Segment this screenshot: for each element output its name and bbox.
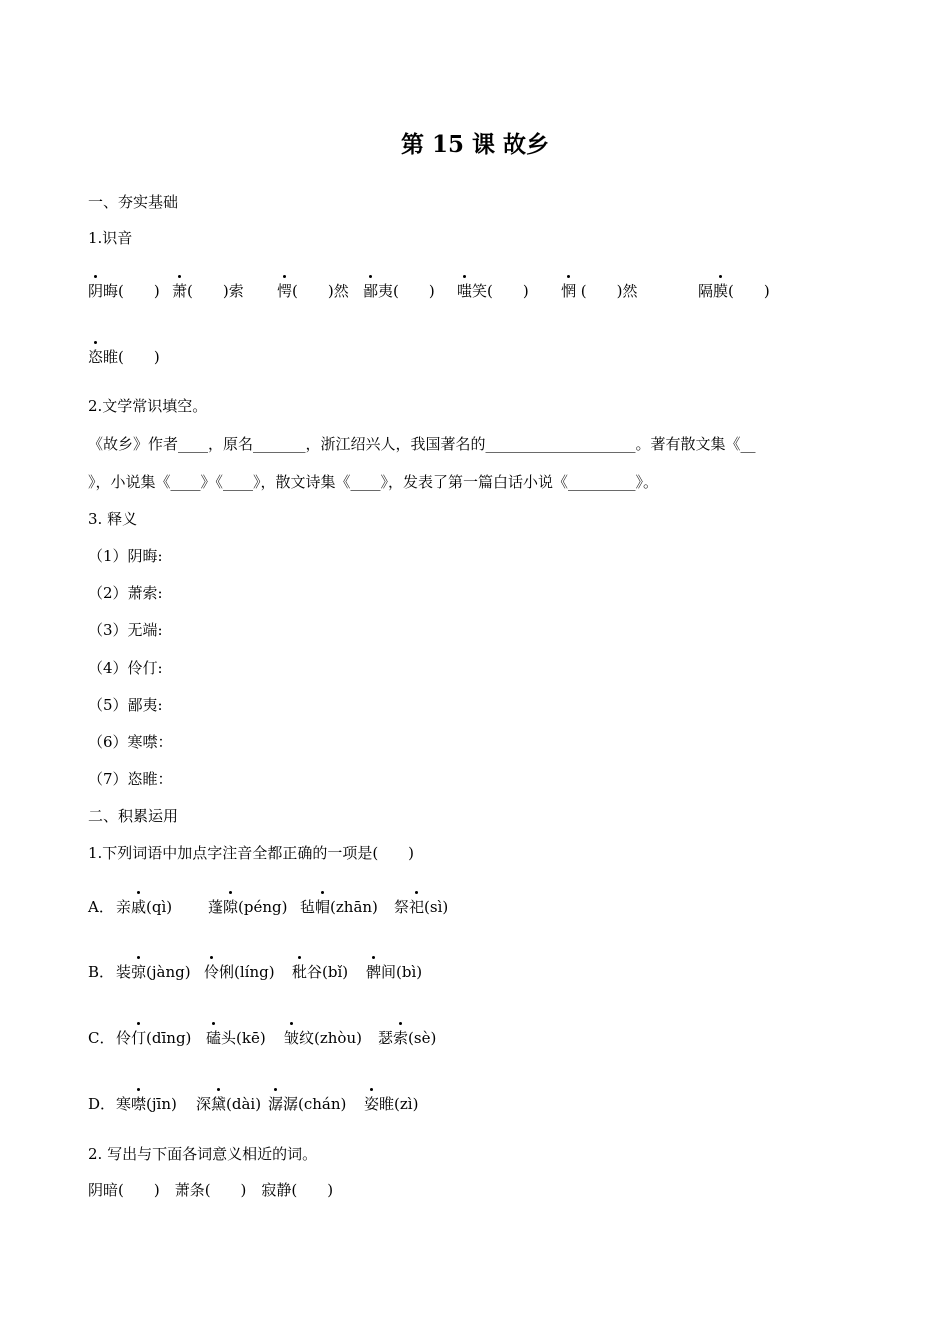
option-word: 伶仃(dīng) (116, 1029, 192, 1047)
pron-item: 愕( )然 (277, 282, 349, 300)
option-word: 毡帽(zhān) (300, 898, 378, 916)
section2-heading: 二、积累运用 (88, 807, 179, 825)
option-word: 姿睢(zì) (364, 1095, 419, 1113)
pron-item: 惘 ( )然 (561, 282, 638, 300)
option-word: 潺潺(chán) (268, 1095, 347, 1113)
option-word: 寒噤(jīn) (116, 1095, 177, 1113)
pron-item: 阴晦( ) (88, 282, 160, 300)
pron-item: 鄙夷( ) (363, 282, 435, 300)
page-title: 第 15 课 故乡 (400, 131, 550, 158)
mc-question: 1.下列词语中加点字注音全都正确的一项是( ) (88, 844, 415, 862)
option-word: 磕头(kē) (206, 1029, 266, 1047)
option-word: 蓬隙(péng) (208, 898, 288, 916)
pron-item: 嗤笑( ) (457, 282, 529, 300)
option-word: 伶俐(líng) (204, 963, 275, 981)
option-word: 亲戚(qì) (116, 898, 173, 916)
synonym-line: 阴暗( ) 萧条( ) 寂静( ) (88, 1181, 334, 1199)
q2-label: 2.文学常识填空。 (88, 397, 208, 415)
section1-heading: 一、夯实基础 (88, 193, 179, 211)
q3-label: 3. 释义 (88, 510, 138, 528)
option-letter: A． (88, 898, 114, 916)
pron-item: 恣睢( ) (88, 348, 160, 366)
definition-item: （7）恣睢： (88, 770, 173, 788)
definition-item: （2）萧索: (88, 584, 163, 602)
option-word: 皱纹(zhòu) (284, 1029, 362, 1047)
pron-item: 隔膜( ) (698, 282, 770, 300)
option-letter: C． (88, 1029, 115, 1047)
option-letter: D． (88, 1095, 116, 1113)
pron-item: 萧( )索 (172, 282, 244, 300)
option-word: 装弶(jàng) (116, 963, 191, 981)
q2-line1: 《故乡》作者____，原名_______，浙江绍兴人，我国著名的____________________。著有散文集《__ (88, 435, 756, 453)
synonym-question: 2. 写出与下面各词意义相近的词。 (88, 1145, 318, 1163)
option-word: 深黛(dài) (196, 1095, 262, 1113)
definition-item: （4）伶仃: (88, 659, 163, 677)
option-word: 髀间(bì) (366, 963, 423, 981)
definition-item: （5）鄙夷: (88, 696, 163, 714)
definition-item: （1）阴晦: (88, 547, 163, 565)
option-word: 祭祀(sì) (394, 898, 449, 916)
definition-item: （6）寒噤： (88, 733, 173, 751)
option-word: 秕谷(bǐ) (292, 963, 349, 981)
q1-label: 1.识音 (88, 229, 133, 247)
definition-item: （3）无端: (88, 621, 163, 639)
option-letter: B． (88, 963, 115, 981)
q2-line2: 》，小说集《____》《____》，散文诗集《____》，发表了第一篇白话小说《_________》。 (88, 473, 659, 491)
option-word: 瑟索(sè) (378, 1029, 437, 1047)
